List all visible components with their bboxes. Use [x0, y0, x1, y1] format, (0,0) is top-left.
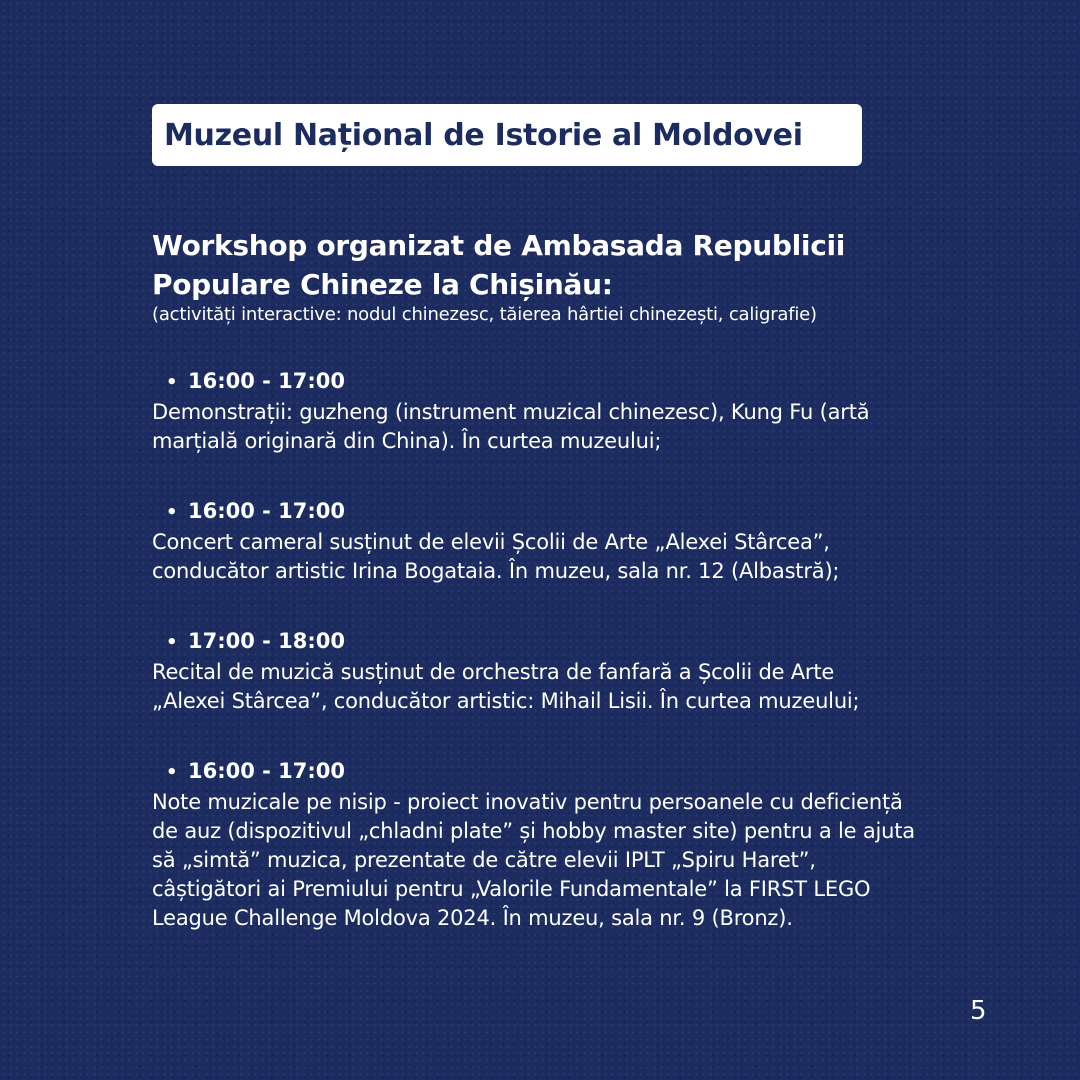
event-description: [152, 658, 1012, 716]
bullet-icon: •: [166, 372, 178, 393]
workshop-heading-line: Populare Chineze la Chișinău:: [152, 268, 613, 301]
event-description-line: Note muzicale pe nisip - proiect inovativ pentru persoanele cu deficiență: [152, 790, 903, 814]
bullet-icon: •: [166, 502, 178, 523]
event-description-line: să „simtă” muzica, prezentate de către elevii IPLT „Spiru Haret”,: [152, 848, 816, 872]
event-description-line: Demonstrații: guzheng (instrument muzical chinezesc), Kung Fu (artă: [152, 400, 870, 424]
bullet-icon: •: [166, 632, 178, 653]
event-time-text: 16:00 - 17:00: [188, 369, 346, 393]
bullet-icon: •: [166, 762, 178, 783]
workshop-heading: [152, 226, 1012, 304]
event-time: [152, 366, 1012, 398]
event-time-text: 17:00 - 18:00: [188, 629, 346, 653]
event-item: [152, 366, 1012, 456]
event-description-line: Recital de muzică susținut de orchestra de fanfară a Școlii de Arte: [152, 660, 835, 684]
content: [152, 226, 1012, 933]
event-item: [152, 756, 1012, 933]
event-description-line: conducător artistic Irina Bogataia. În muzeu, sala nr. 12 (Albastră);: [152, 559, 840, 583]
event-time-text: 16:00 - 17:00: [188, 759, 346, 783]
event-description-line: Concert cameral susținut de elevii Școlii de Arte „Alexei Stârcea”,: [152, 530, 830, 554]
event-item: [152, 496, 1012, 586]
event-description: [152, 788, 1012, 933]
event-description: [152, 398, 1012, 456]
workshop-heading-line: Workshop organizat de Ambasada Republicii: [152, 229, 846, 262]
event-description-line: de auz (dispozitivul „chladni plate” și hobby master site) pentru a le ajuta: [152, 819, 915, 843]
event-time: [152, 496, 1012, 528]
event-description-line: câștigători ai Premiului pentru „Valorile Fundamentale” la FIRST LEGO: [152, 877, 871, 901]
museum-title-box: [152, 104, 862, 166]
event-description-line: League Challenge Moldova 2024. În muzeu, sala nr. 9 (Bronz).: [152, 906, 793, 930]
event-item: [152, 626, 1012, 716]
event-description-line: „Alexei Stârcea”, conducător artistic: Mihail Lisii. În curtea muzeului;: [152, 689, 860, 713]
event-time: [152, 626, 1012, 658]
workshop-subtitle: (activități interactive: nodul chinezesc, tăierea hârtiei chinezești, caligrafie): [152, 304, 817, 325]
event-time-text: 16:00 - 17:00: [188, 499, 346, 523]
event-description: [152, 528, 1012, 586]
museum-title: Muzeul Național de Istorie al Moldovei: [164, 117, 803, 153]
page-number: 5: [970, 996, 987, 1026]
event-description-line: marțială originară din China). În curtea muzeului;: [152, 429, 662, 453]
event-time: [152, 756, 1012, 788]
